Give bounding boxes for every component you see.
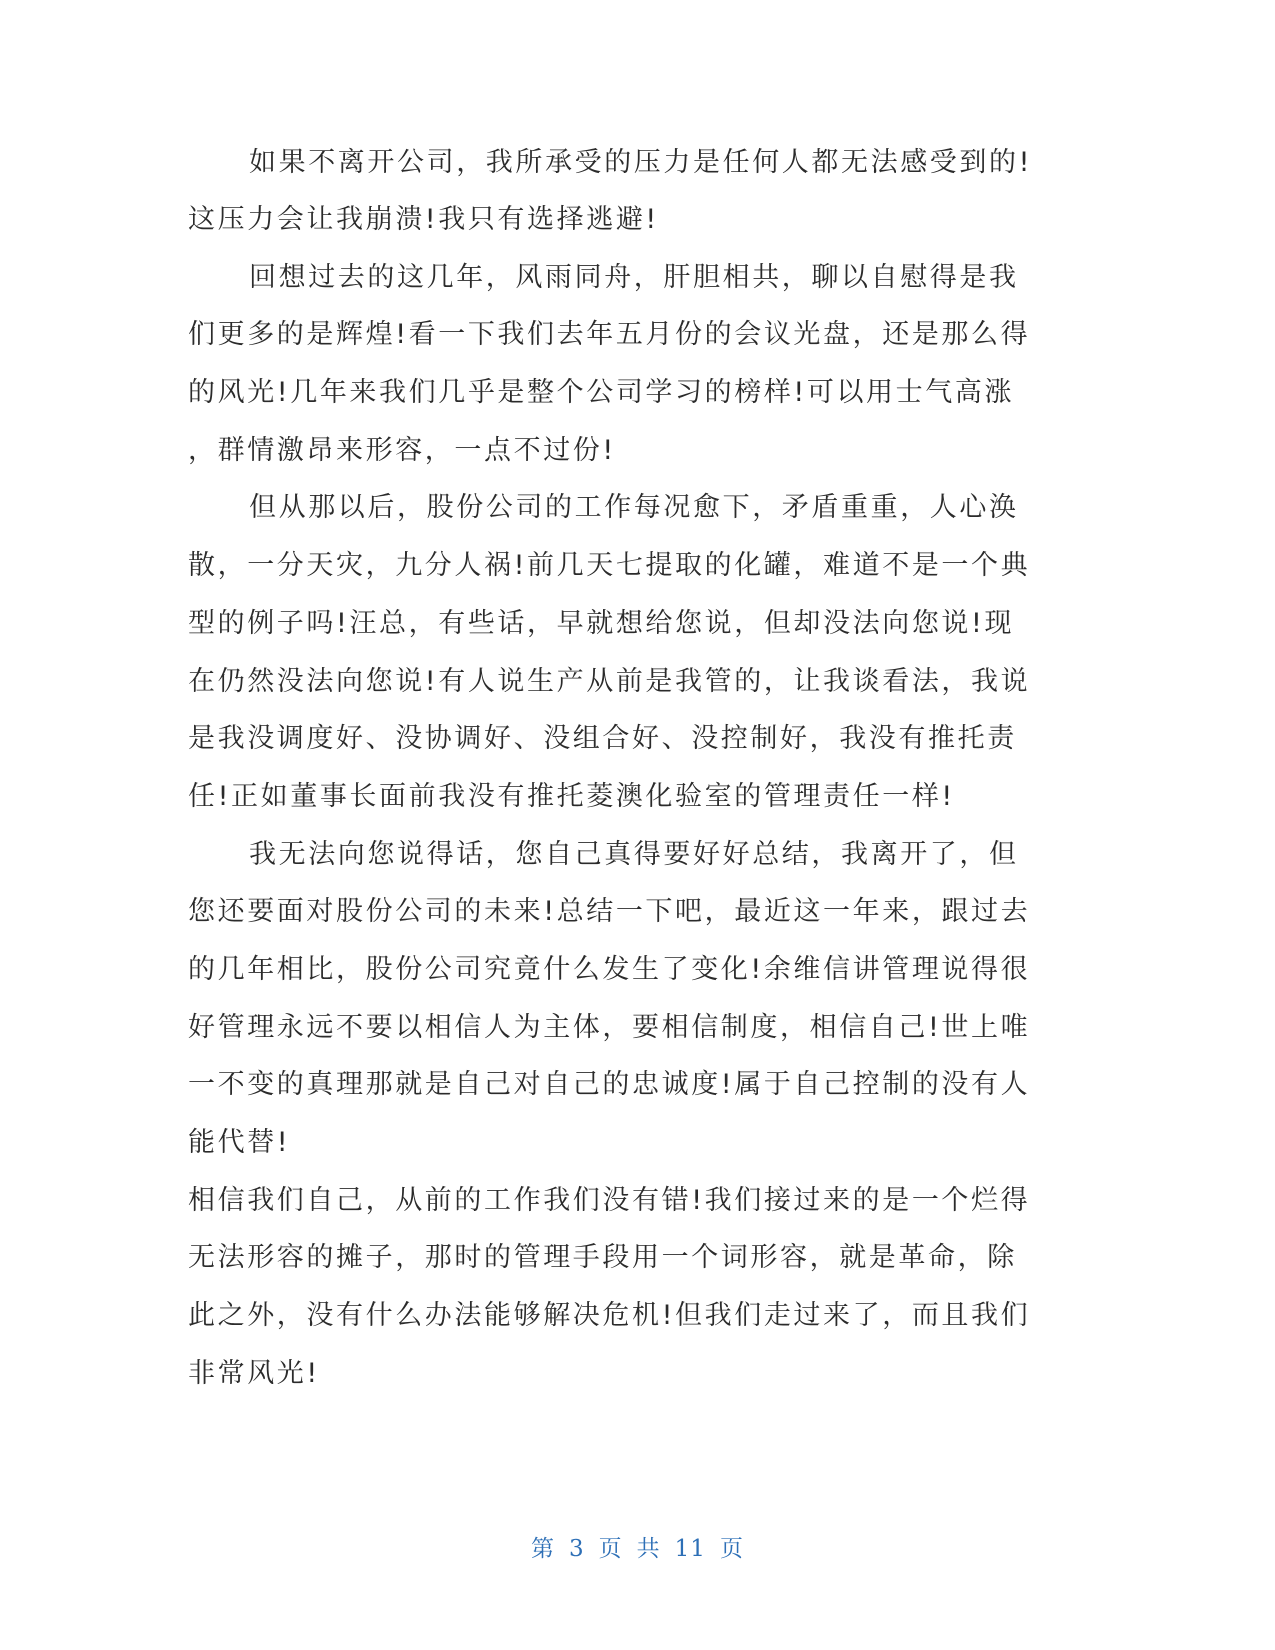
text-line: 能代替! — [188, 1127, 291, 1158]
text-line: 回想过去的这几年，风雨同舟，肝胆相共，聊以自慰得是我 — [249, 262, 1019, 293]
text-line: 任!正如董事长面前我没有推托菱澳化验室的管理责任一样! — [188, 781, 955, 812]
text-line: 我无法向您说得话，您自己真得要好好总结，我离开了，但 — [249, 839, 1019, 870]
text-line: 的几年相比，股份公司究竟什么发生了变化!余维信讲管理说得很 — [188, 954, 1031, 985]
page-label-mid: 页 — [598, 1536, 623, 1562]
text-line: 们更多的是辉煌!看一下我们去年五月份的会议光盘，还是那么得 — [188, 319, 1031, 350]
text-line: 但从那以后，股份公司的工作每况愈下，矛盾重重，人心涣 — [249, 492, 1019, 523]
page-label-prefix: 第 — [531, 1536, 556, 1562]
text-line: 是我没调度好、没协调好、没组合好、没控制好，我没有推托责 — [188, 723, 1017, 754]
text-line: 您还要面对股份公司的未来!总结一下吧，最近这一年来，跟过去 — [188, 896, 1031, 927]
text-line: 此之外，没有什么办法能够解决危机!但我们走过来了，而且我们 — [188, 1300, 1031, 1331]
text-line: 的风光!几年来我们几乎是整个公司学习的榜样!可以用士气高涨 — [188, 377, 1015, 408]
text-line: 好管理永远不要以相信人为主体，要相信制度，相信自己!世上唯 — [188, 1012, 1031, 1043]
text-line: 这压力会让我崩溃!我只有选择逃避! — [188, 204, 659, 235]
total-pages: 11 — [674, 1536, 706, 1562]
text-line: 非常风光! — [188, 1358, 320, 1389]
text-line: 在仍然没法向您说!有人说生产从前是我管的，让我谈看法，我说 — [188, 666, 1031, 697]
text-line: 散，一分天灾，九分人祸!前几天七提取的化罐，难道不是一个典 — [188, 550, 1031, 581]
page-number: 3 — [569, 1536, 585, 1562]
text-line: 如果不离开公司，我所承受的压力是任何人都无法感受到的! — [249, 147, 1033, 178]
page-label-suffix: 页 — [719, 1536, 744, 1562]
text-line: 一不变的真理那就是自己对自己的忠诚度!属于自己控制的没有人 — [188, 1069, 1031, 1100]
text-line: 型的例子吗!汪总，有些话，早就想给您说，但却没法向您说!现 — [188, 608, 1015, 639]
total-label: 共 — [636, 1536, 661, 1562]
page-footer — [0, 1530, 1275, 1563]
text-line: 无法形容的摊子，那时的管理手段用一个词形容，就是革命，除 — [188, 1242, 1017, 1273]
text-line: 相信我们自己，从前的工作我们没有错!我们接过来的是一个烂得 — [188, 1185, 1031, 1216]
text-line: ，群情激昂来形容，一点不过份! — [188, 435, 616, 466]
